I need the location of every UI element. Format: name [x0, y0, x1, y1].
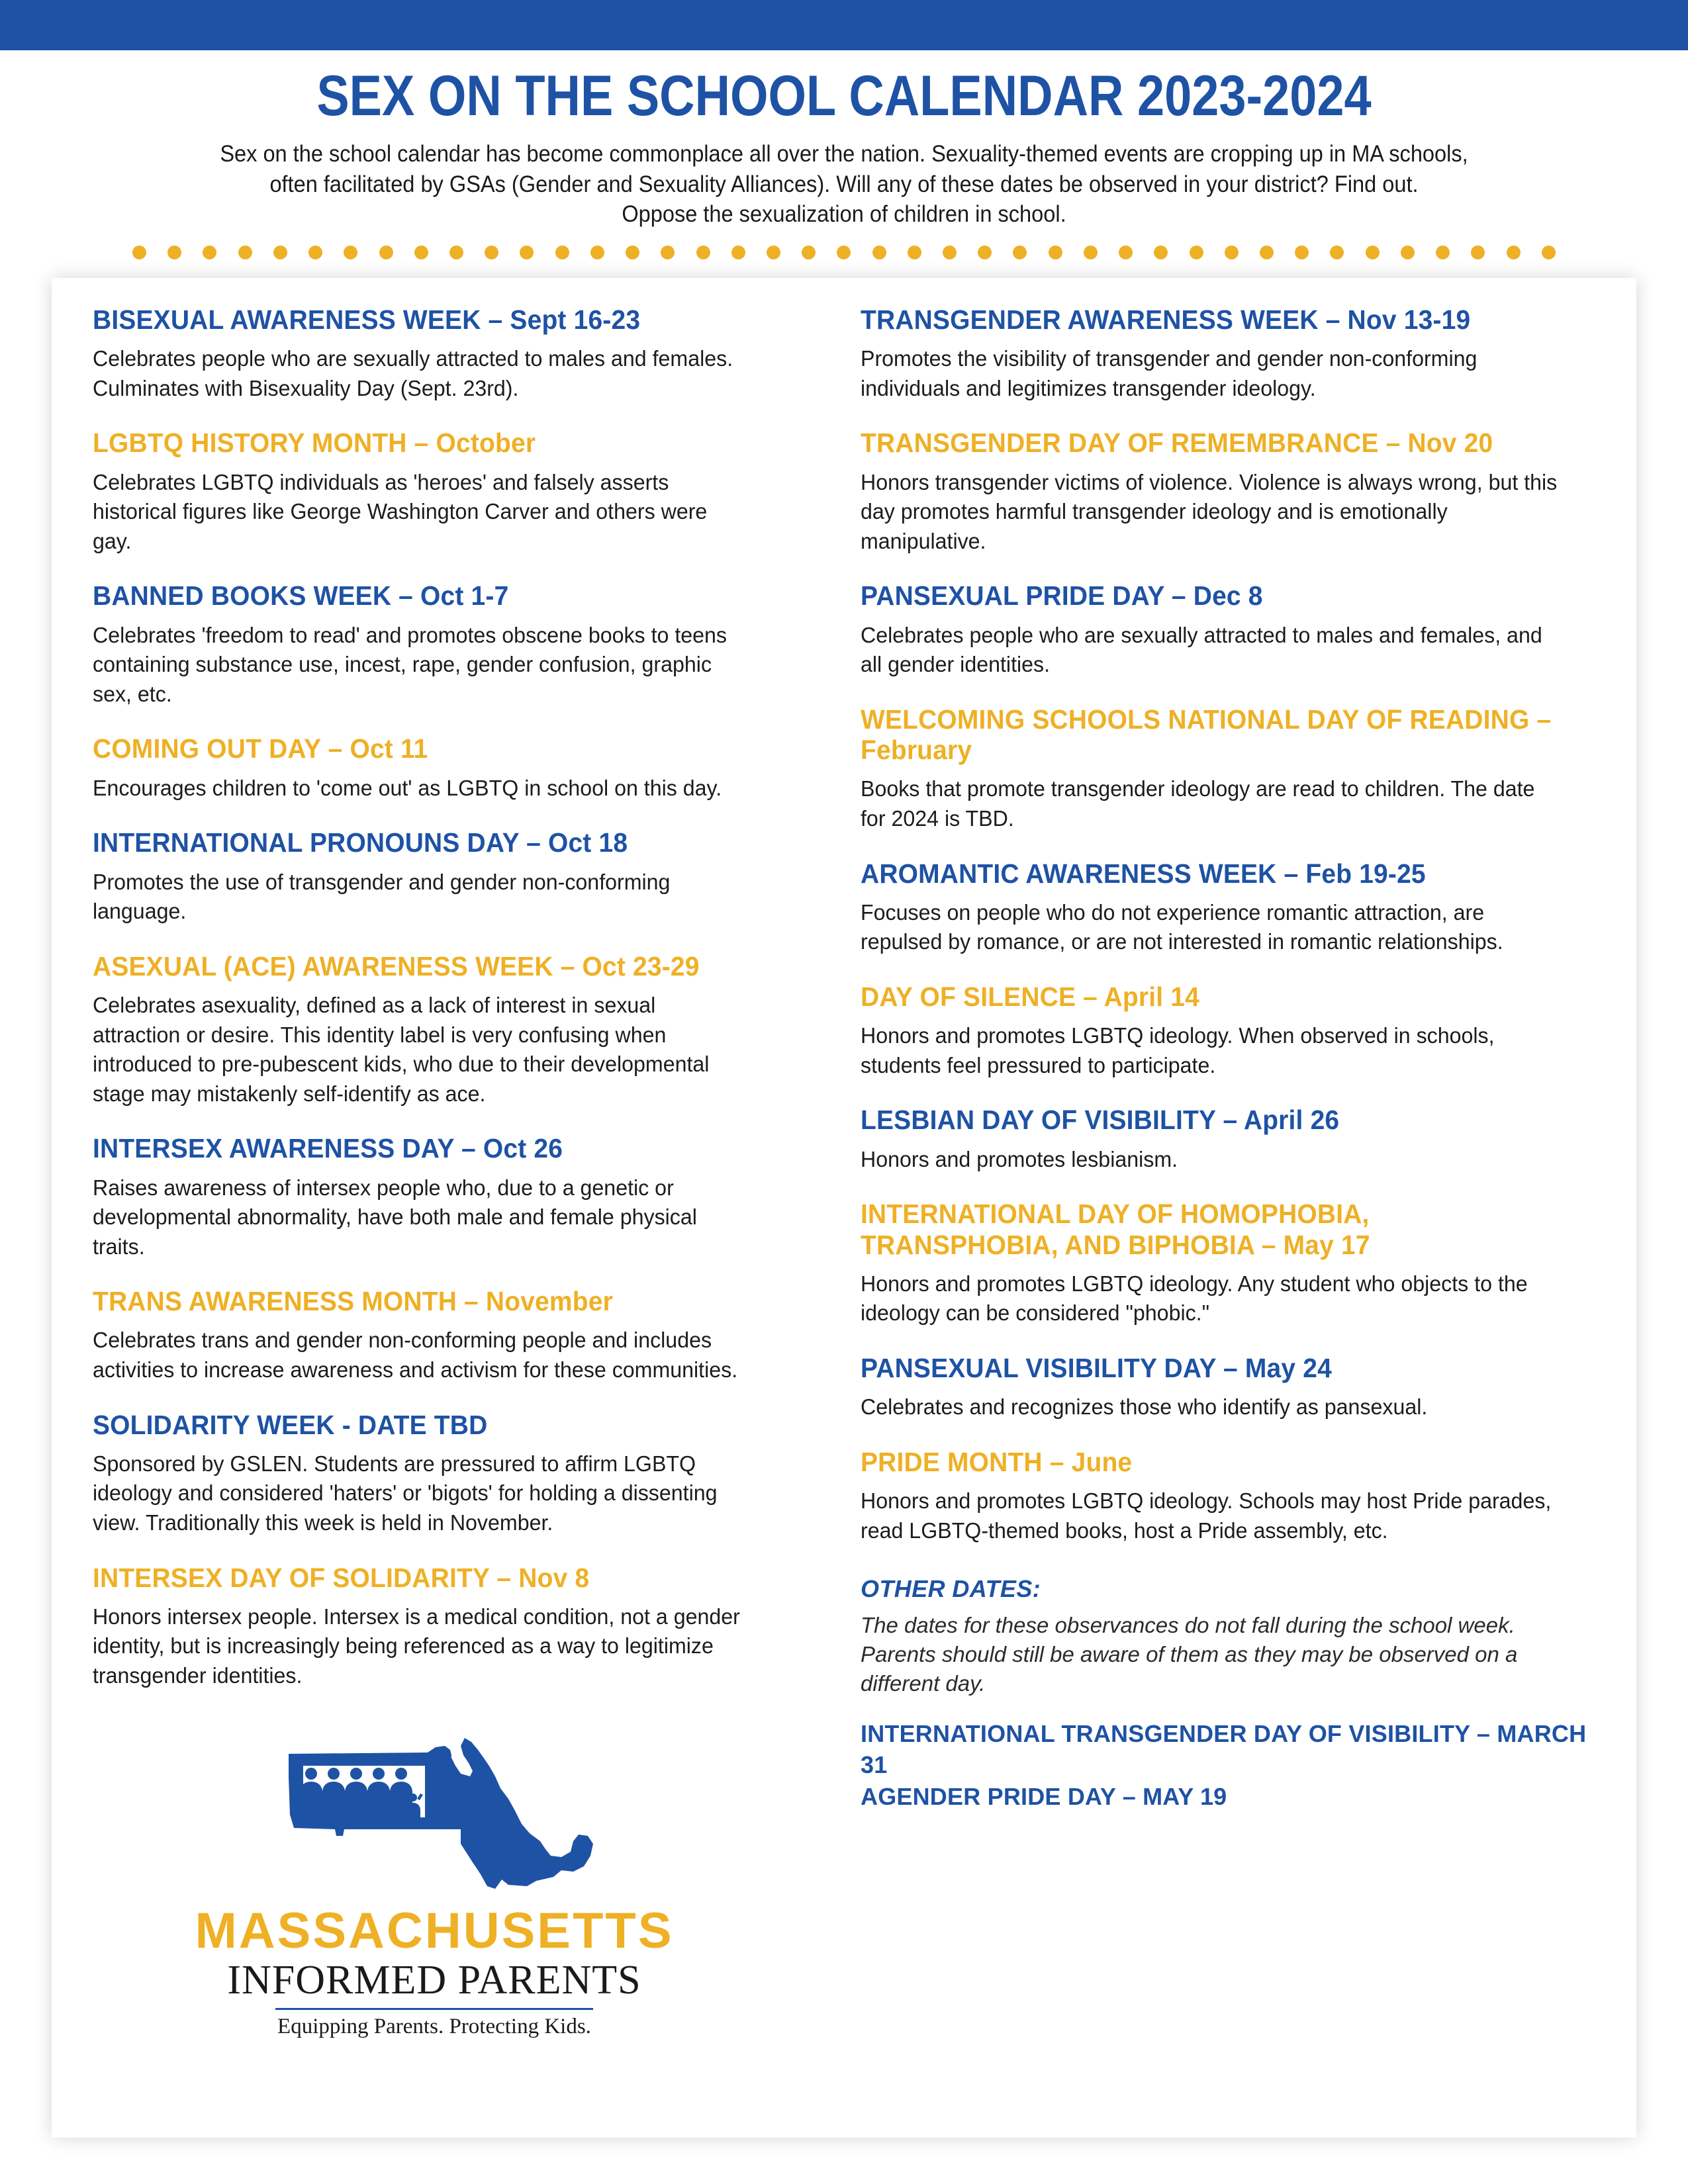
- calendar-entry-description: Promotes the visibility of transgender and gender non-conforming individuals and legitimizes transgender ideology.: [861, 347, 1477, 401]
- other-date-item: AGENDER PRIDE DAY – MAY 19: [861, 1782, 1227, 1810]
- calendar-entry-description: Celebrates asexuality, defined as a lack of interest in sexual attraction or desire. This identity label is very confusing when introduced to pre-pubescent kids, who due to their developmental stage may mistakenly self-identify as ace.: [93, 993, 710, 1107]
- calendar-columns: [52, 304, 1636, 2038]
- calendar-entry-title: BANNED BOOKS WEEK – Oct 1-7: [93, 580, 509, 612]
- calendar-entry-title: INTERNATIONAL PRONOUNS DAY – Oct 18: [93, 827, 628, 858]
- divider-dot: [1013, 246, 1027, 259]
- calendar-entry: [861, 1447, 1590, 1546]
- calendar-entry-description: Promotes the use of transgender and gender non-conforming language.: [93, 870, 671, 925]
- logo-state-name: MASSACHUSETTS: [195, 1902, 674, 1959]
- calendar-entry-title: BISEXUAL AWARENESS WEEK – Sept 16-23: [93, 304, 641, 335]
- calendar-entry-description: Encourages children to 'come out' as LGBTQ in school on this day.: [93, 776, 722, 801]
- page-title: SEX ON THE SCHOOL CALENDAR 2023-2024: [316, 64, 1372, 128]
- other-dates-note: The dates for these observances do not fall during the school week. Parents should still be aware of them as they may be observed on a different day.: [861, 1613, 1518, 1696]
- calendar-entry: [861, 428, 1590, 557]
- calendar-entry-description: Honors transgender victims of violence. Violence is always wrong, but this day promotes harmful transgender ideology and is emotionally manipulative.: [861, 470, 1558, 554]
- calendar-entry: [93, 1133, 776, 1262]
- calendar-entry-description: Raises awareness of intersex people who, due to a genetic or developmental abnormality, have both male and female physical traits.: [93, 1175, 697, 1259]
- divider-dot: [802, 246, 816, 259]
- divider-dot: [1507, 246, 1521, 259]
- divider-dot: [1436, 246, 1450, 259]
- calendar-entry: [93, 1286, 776, 1385]
- page-subtitle: [59, 139, 1629, 230]
- divider-dot: [1260, 246, 1274, 259]
- calendar-entry-description: Honors and promotes LGBTQ ideology. When observed in schools, students feel pressured to participate.: [861, 1024, 1495, 1078]
- calendar-entry: [861, 1199, 1590, 1329]
- calendar-entry-description: Celebrates people who are sexually attracted to males and females, and all gender identities.: [861, 623, 1542, 678]
- calendar-entry-description: Books that promote transgender ideology are read to children. The date for 2024 is TBD.: [861, 777, 1535, 832]
- divider-dot: [555, 246, 569, 259]
- divider-dot: [1542, 246, 1556, 259]
- divider-dot: [1401, 246, 1415, 259]
- calendar-entry-title: TRANSGENDER DAY OF REMEMBRANCE – Nov 20: [861, 428, 1493, 459]
- other-date-item: INTERNATIONAL TRANSGENDER DAY OF VISIBILITY – MARCH 31: [861, 1719, 1587, 1779]
- logo-tagline: Equipping Parents. Protecting Kids.: [277, 2014, 591, 2038]
- subtitle-line-2: often facilitated by GSAs (Gender and Sexuality Alliances). Will any of these dates be observed in your district? Find out.: [269, 171, 1419, 197]
- divider-dot: [1084, 246, 1098, 259]
- subtitle-line-1: Sex on the school calendar has become commonplace all over the nation. Sexuality-themed events are cropping up in MA schools,: [220, 141, 1468, 167]
- divider-dot: [485, 246, 498, 259]
- calendar-entry: [861, 704, 1590, 835]
- logo-divider: [275, 2008, 593, 2010]
- divider-dot: [167, 246, 181, 259]
- calendar-entry-title: WELCOMING SCHOOLS NATIONAL DAY OF READING – February: [861, 704, 1552, 766]
- calendar-entry: [93, 580, 776, 709]
- calendar-entry: [861, 981, 1590, 1081]
- calendar-entry: [93, 1563, 776, 1692]
- divider-dot: [344, 246, 357, 259]
- divider-dot: [379, 246, 393, 259]
- divider-dot: [1295, 246, 1309, 259]
- calendar-entry: [93, 304, 776, 404]
- divider-dot: [520, 246, 534, 259]
- calendar-entry-title: PANSEXUAL VISIBILITY DAY – May 24: [861, 1353, 1332, 1384]
- calendar-entry-title: PRIDE MONTH – June: [861, 1446, 1133, 1477]
- calendar-entry-description: Sponsored by GSLEN. Students are pressured to affirm LGBTQ ideology and considered 'haters' or 'bigots' for holding a dissenting view. Traditionally this week is held in November.: [93, 1451, 718, 1535]
- divider-dot: [978, 246, 992, 259]
- calendar-entry-description: Honors and promotes lesbianism.: [861, 1147, 1178, 1172]
- divider-dot: [731, 246, 745, 259]
- calendar-entry: [861, 1105, 1590, 1175]
- divider-dot: [1154, 246, 1168, 259]
- calendar-entry-title: SOLIDARITY WEEK - DATE TBD: [93, 1409, 488, 1440]
- calendar-entry: [861, 580, 1590, 680]
- divider-dot: [1225, 246, 1239, 259]
- logo-org-name: INFORMED PARENTS: [227, 1957, 641, 2003]
- calendar-entry-title: COMING OUT DAY – Oct 11: [93, 733, 428, 764]
- divider-dot: [132, 246, 146, 259]
- other-dates-section: [861, 1575, 1590, 1812]
- calendar-entry-description: Honors and promotes LGBTQ ideology. Schools may host Pride parades, read LGBTQ-themed books, host a Pride assembly, etc.: [861, 1489, 1552, 1543]
- calendar-entry-description: Honors and promotes LGBTQ ideology. Any student who objects to the ideology can be considered "phobic.": [861, 1271, 1528, 1326]
- calendar-entry: [93, 1410, 776, 1539]
- divider-dot: [273, 246, 287, 259]
- massachusetts-outline-icon: [262, 1730, 606, 1902]
- calendar-entry-description: Celebrates 'freedom to read' and promotes obscene books to teens containing substance use, incest, rape, gender confusion, graphic sex, etc.: [93, 623, 727, 707]
- calendar-entry-title: INTERSEX DAY OF SOLIDARITY – Nov 8: [93, 1562, 590, 1593]
- other-dates-list: [861, 1718, 1590, 1813]
- divider-dot: [1119, 246, 1133, 259]
- divider-dot: [908, 246, 921, 259]
- calendar-left-column: [52, 304, 829, 2038]
- calendar-entry-title: TRANSGENDER AWARENESS WEEK – Nov 13-19: [861, 304, 1471, 335]
- calendar-entry-title: TRANS AWARENESS MONTH – November: [93, 1286, 613, 1317]
- dotted-divider: [132, 244, 1556, 261]
- calendar-entry-title: AROMANTIC AWARENESS WEEK – Feb 19-25: [861, 858, 1426, 889]
- divider-dot: [1049, 246, 1062, 259]
- divider-dot: [238, 246, 252, 259]
- calendar-entry: [861, 304, 1590, 404]
- divider-dot: [837, 246, 851, 259]
- calendar-entry-description: Celebrates and recognizes those who identify as pansexual.: [861, 1395, 1428, 1420]
- calendar-entry-title: PANSEXUAL PRIDE DAY – Dec 8: [861, 580, 1263, 612]
- divider-dot: [203, 246, 216, 259]
- calendar-right-column: [829, 304, 1636, 2038]
- divider-dot: [308, 246, 322, 259]
- divider-dot: [1330, 246, 1344, 259]
- calendar-entry: [861, 858, 1590, 958]
- calendar-entry-description: Honors intersex people. Intersex is a medical condition, not a gender identity, but is increasingly being referenced as a way to legitimize transgender identities.: [93, 1604, 740, 1688]
- divider-dot: [414, 246, 428, 259]
- divider-dot: [661, 246, 675, 259]
- organization-logo: [93, 1730, 776, 2038]
- calendar-entry-title: ASEXUAL (ACE) AWARENESS WEEK – Oct 23-29: [93, 950, 700, 981]
- subtitle-line-3: Oppose the sexualization of children in school.: [622, 201, 1066, 227]
- top-blue-band: [0, 0, 1688, 50]
- calendar-entry-description: Celebrates people who are sexually attracted to males and females. Culminates with Bisexuality Day (Sept. 23rd).: [93, 347, 733, 401]
- calendar-entry-description: Focuses on people who do not experience romantic attraction, are repulsed by romance, or are not interested in romantic relationships.: [861, 900, 1503, 955]
- calendar-card: [52, 278, 1636, 2138]
- page-header: [0, 50, 1688, 230]
- divider-dot: [872, 246, 886, 259]
- calendar-entry-title: LESBIAN DAY OF VISIBILITY – April 26: [861, 1105, 1340, 1136]
- divider-dot: [1366, 246, 1380, 259]
- other-dates-label: OTHER DATES:: [861, 1575, 1041, 1603]
- divider-dot: [1471, 246, 1485, 259]
- calendar-entry-description: Celebrates trans and gender non-conforming people and includes activities to increase awareness and activism for these communities.: [93, 1328, 738, 1383]
- calendar-entry: [861, 1353, 1590, 1423]
- calendar-entry-title: INTERNATIONAL DAY OF HOMOPHOBIA, TRANSPHOBIA, AND BIPHOBIA – May 17: [861, 1199, 1370, 1260]
- calendar-entry-description: Celebrates LGBTQ individuals as 'heroes' and falsely asserts historical figures like George Washington Carver and others were gay.: [93, 470, 708, 554]
- calendar-entry: [93, 428, 776, 557]
- divider-dot: [767, 246, 780, 259]
- divider-dot: [1190, 246, 1203, 259]
- calendar-entry-title: DAY OF SILENCE – April 14: [861, 981, 1199, 1012]
- divider-dot: [590, 246, 604, 259]
- calendar-entry: [93, 827, 776, 927]
- calendar-entry-title: INTERSEX AWARENESS DAY – Oct 26: [93, 1133, 563, 1164]
- divider-dot: [449, 246, 463, 259]
- calendar-entry: [93, 951, 776, 1110]
- calendar-entry-title: LGBTQ HISTORY MONTH – October: [93, 428, 536, 459]
- calendar-entry: [93, 733, 776, 803]
- divider-dot: [696, 246, 710, 259]
- divider-dot: [943, 246, 957, 259]
- divider-dot: [626, 246, 639, 259]
